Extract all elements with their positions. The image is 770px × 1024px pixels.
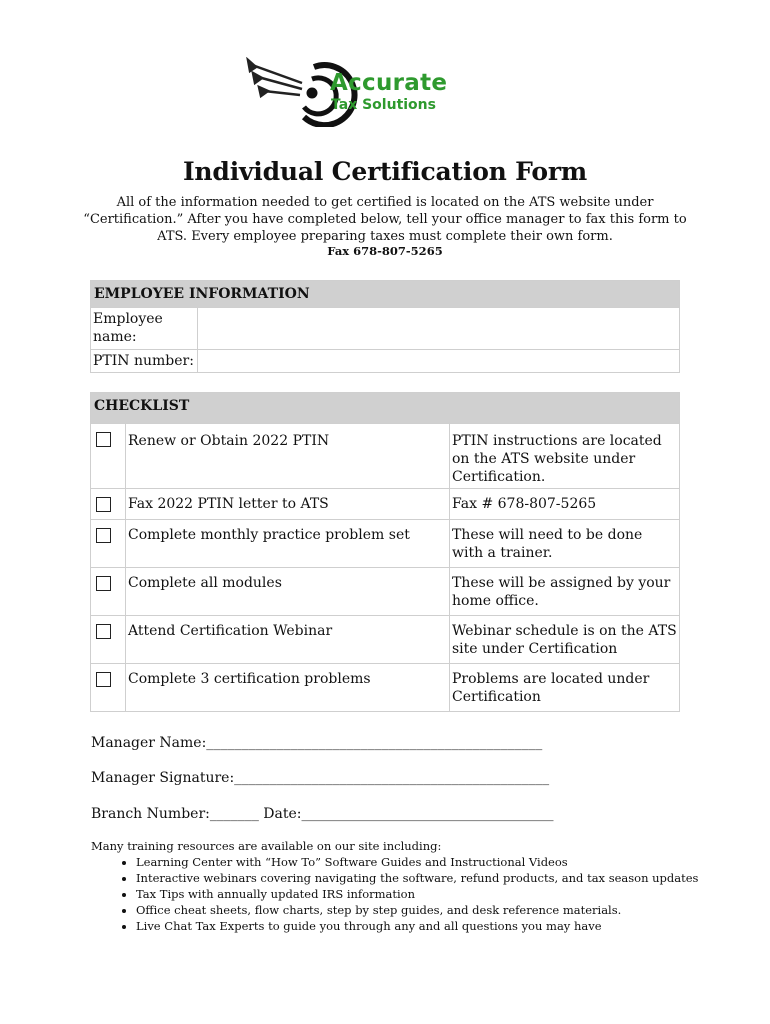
checklist-note: PTIN instructions are located on the ATS website under Certification.	[450, 424, 680, 489]
checkbox[interactable]	[96, 672, 111, 687]
intro-paragraph: All of the information needed to get certified is located on the ATS website under “Certification.” After you have completed below, tell your office manager to fax this form to ATS. Every employee preparing taxes must complete their own form.	[83, 195, 687, 244]
manager-name-line[interactable]: Manager Name:________________________________________________	[91, 735, 543, 751]
logo-name-line1: Accurate	[330, 70, 448, 96]
list-item: • Tax Tips with annually updated IRS information	[136, 886, 731, 902]
list-item: • Live Chat Tax Experts to guide you through any and all questions you may have	[136, 918, 731, 934]
checklist-note: These will need to be done with a trainer.	[450, 520, 680, 568]
ptin-number-field[interactable]	[198, 350, 680, 373]
checklist-checkbox-cell	[91, 424, 126, 489]
form-title: Individual Certification Form	[182, 157, 588, 186]
employee-info-header: EMPLOYEE INFORMATION	[91, 281, 680, 308]
checklist-task: Complete monthly practice problem set	[126, 520, 450, 568]
checklist-checkbox-cell	[91, 489, 126, 520]
checklist-checkbox-cell	[91, 616, 126, 664]
employee-name-field[interactable]	[198, 308, 680, 350]
checkbox[interactable]	[96, 432, 111, 447]
checklist-checkbox-cell	[91, 520, 126, 568]
training-list	[91, 854, 731, 934]
checkbox[interactable]	[96, 497, 111, 512]
checklist-task: Attend Certification Webinar	[126, 616, 450, 664]
checklist-note: Webinar schedule is on the ATS site under Certification	[450, 616, 680, 664]
checklist-task: Complete 3 certification problems	[126, 664, 450, 712]
checklist-header: CHECKLIST	[91, 393, 680, 424]
checklist-note: These will be assigned by your home office.	[450, 568, 680, 616]
checklist-note: Problems are located under Certification	[450, 664, 680, 712]
ptin-number-label: PTIN number:	[91, 350, 198, 373]
manager-signature-line[interactable]: Manager Signature:_____________________________________________	[91, 770, 550, 786]
fax-number: Fax 678-807-5265	[327, 244, 443, 258]
checkbox[interactable]	[96, 528, 111, 543]
employee-info-table	[90, 280, 680, 373]
checkbox[interactable]	[96, 576, 111, 591]
training-resources	[91, 838, 731, 934]
list-item: • Learning Center with “How To” Software Guides and Instructional Videos	[136, 854, 731, 870]
checklist-checkbox-cell	[91, 664, 126, 712]
checklist-note: Fax # 678-807-5265	[450, 489, 680, 520]
checklist-task: Complete all modules	[126, 568, 450, 616]
branch-date-line[interactable]: Branch Number:_______ Date:____________________________________	[91, 806, 554, 822]
checklist-table	[90, 392, 680, 712]
logo-name-line2: Tax Solutions	[331, 97, 436, 113]
checklist-task: Renew or Obtain 2022 PTIN	[126, 424, 450, 489]
employee-name-label: Employee name:	[91, 308, 198, 350]
checkbox[interactable]	[96, 624, 111, 639]
checklist-checkbox-cell	[91, 568, 126, 616]
checklist-task: Fax 2022 PTIN letter to ATS	[126, 489, 450, 520]
list-item: • Office cheat sheets, flow charts, step by step guides, and desk reference materials.	[136, 902, 731, 918]
list-item: • Interactive webinars covering navigating the software, refund products, and tax season updates	[136, 870, 731, 886]
training-intro: Many training resources are available on our site including:	[91, 839, 442, 853]
